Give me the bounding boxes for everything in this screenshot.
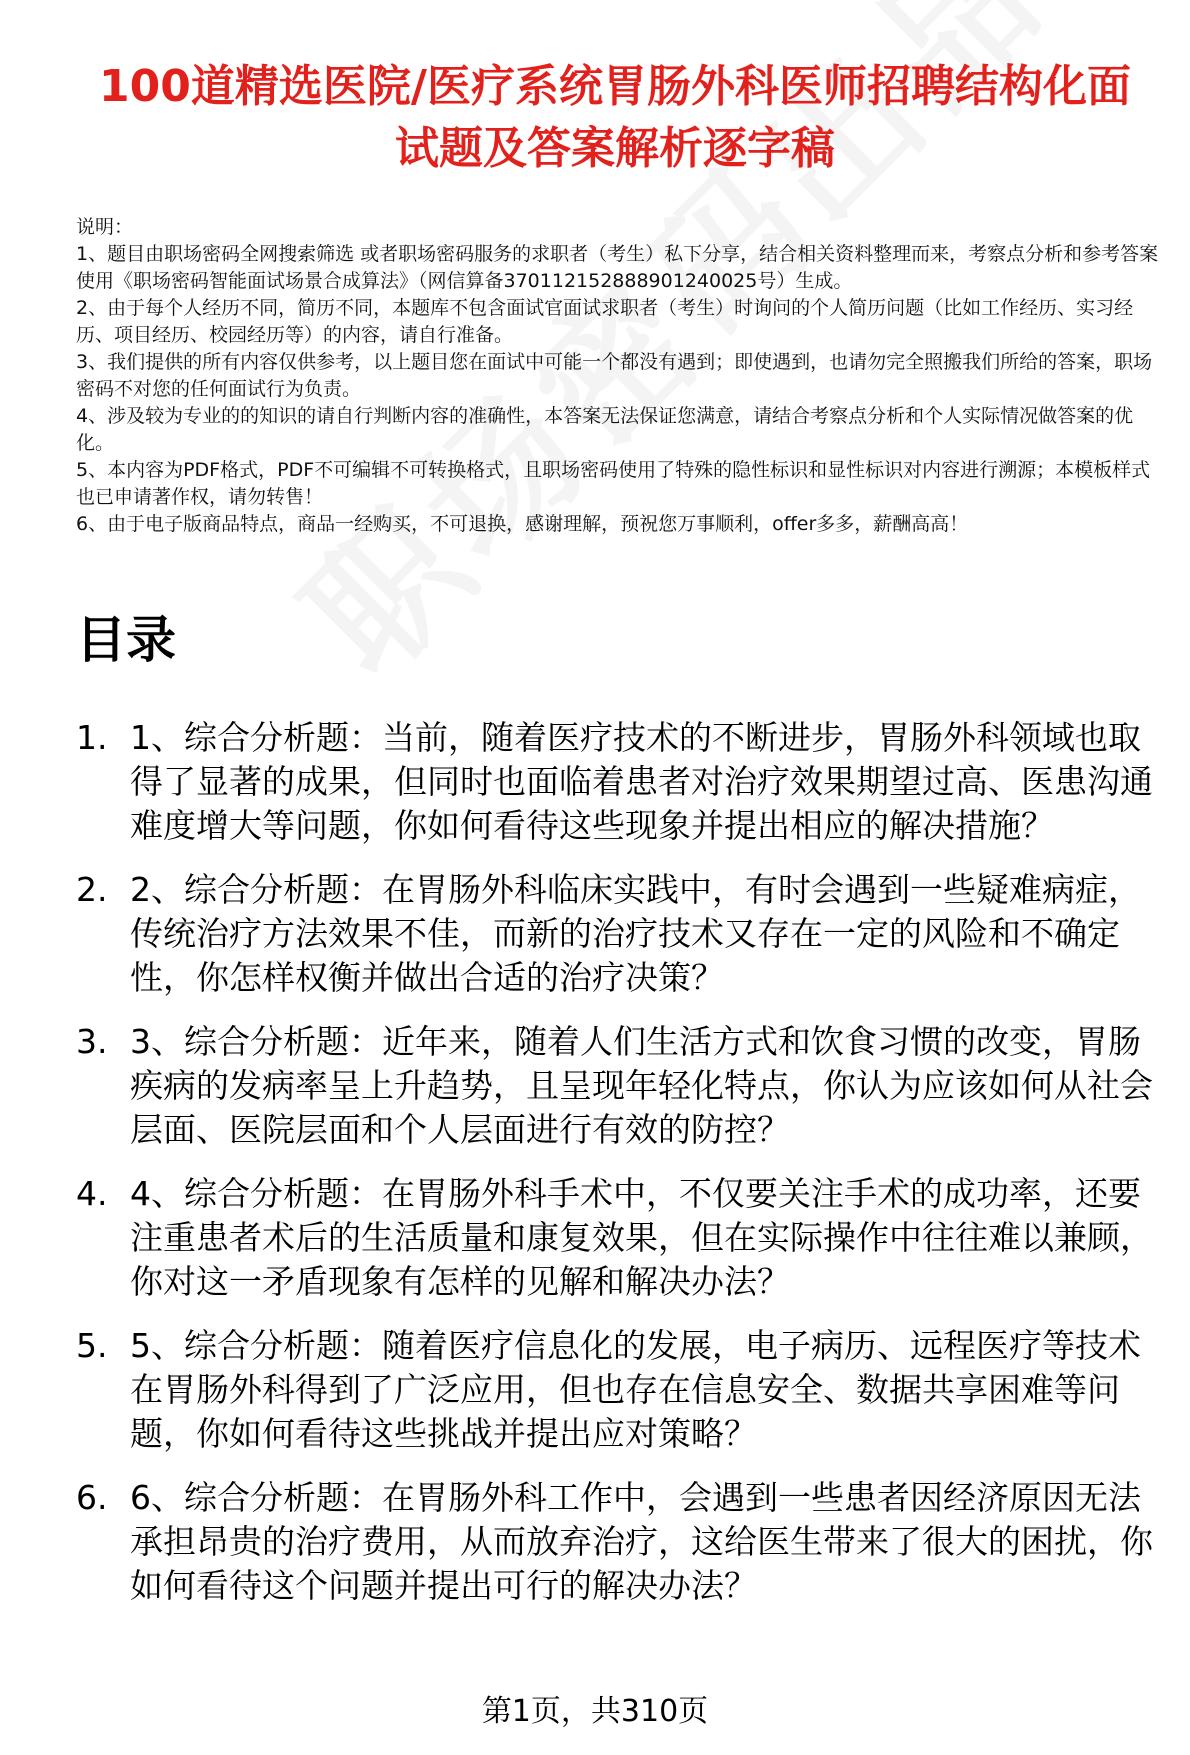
notes-item: 1、题目由职场密码全网搜索筛选 或者职场密码服务的求职者（考生）私下分享，结合相关资料整理而来，考察点分析和参考答案使用《职场密码智能面试场景合成算法》（网信算备370112152888901240025号）生成。 — [76, 243, 1159, 292]
notes-item: 4、涉及较为专业的的知识的请自行判断内容的准确性，本答案无法保证您满意，请结合考察点分析和个人实际情况做答案的优化。 — [76, 405, 1134, 454]
toc-item-number: 5. — [76, 1326, 108, 1365]
toc-item[interactable] — [76, 1172, 1166, 1304]
notes-heading: 说明： — [76, 216, 134, 238]
toc-item[interactable] — [76, 1324, 1166, 1456]
toc-item-text[interactable]: 3、综合分析题：近年来，随着人们生活方式和饮食习惯的改变，胃肠疾病的发病率呈上升趋势，且呈现年轻化特点，你认为应该如何从社会层面、医院层面和个人层面进行有效的防控？ — [130, 1022, 1153, 1149]
toc-item-text[interactable]: 2、综合分析题：在胃肠外科临床实践中，有时会遇到一些疑难病症，传统治疗方法效果不佳，而新的治疗技术又存在一定的风险和不确定性，你怎样权衡并做出合适的治疗决策？ — [130, 870, 1141, 997]
toc-heading: 目录 — [76, 611, 176, 669]
notes-item: 3、我们提供的所有内容仅供参考，以上题目您在面试中可能一个都没有遇到；即使遇到，也请勿完全照搬我们所给的答案，职场密码不对您的任何面试行为负责。 — [76, 351, 1153, 400]
toc-item-text[interactable]: 1、综合分析题：当前，随着医疗技术的不断进步，胃肠外科领域也取得了显著的成果，但同时也面临着患者对治疗效果期望过高、医患沟通难度增大等问题，你如何看待这些现象并提出相应的解决措施？ — [130, 718, 1153, 845]
toc-item[interactable] — [76, 716, 1166, 848]
notes-item: 2、由于每个人经历不同，简历不同，本题库不包含面试官面试求职者（考生）时询问的个人简历问题（比如工作经历、实习经历、项目经历、校园经历等）的内容，请自行准备。 — [76, 297, 1134, 346]
toc-item-number: 4. — [76, 1174, 108, 1213]
toc-item-text[interactable]: 4、综合分析题：在胃肠外科手术中，不仅要关注手术的成功率，还要注重患者术后的生活质量和康复效果，但在实际操作中往往难以兼顾，你对这一矛盾现象有怎样的见解和解决办法？ — [130, 1174, 1153, 1301]
notes-item: 5、本内容为PDF格式，PDF不可编辑不可转换格式，且职场密码使用了特殊的隐性标识和显性标识对内容进行溯源；本模板样式也已申请著作权，请勿转售！ — [76, 459, 1151, 508]
toc-item-text[interactable]: 6、综合分析题：在胃肠外科工作中，会遇到一些患者因经济原因无法承担昂贵的治疗费用，从而放弃治疗，这给医生带来了很大的困扰，你如何看待这个问题并提出可行的解决办法？ — [130, 1478, 1153, 1605]
notes-section — [76, 214, 1161, 538]
toc-item[interactable] — [76, 1020, 1166, 1152]
page-footer: 第1页，共310页 — [481, 1694, 709, 1729]
toc-item-number: 1. — [76, 718, 108, 757]
toc-item[interactable] — [76, 868, 1166, 1000]
document-title: 100道精选医院/医疗系统胃肠外科医师招聘结构化面试题及答案解析逐字稿 — [99, 61, 1131, 174]
toc-item-number: 6. — [76, 1478, 108, 1517]
toc-item-text[interactable]: 5、综合分析题：随着医疗信息化的发展，电子病历、远程医疗等技术在胃肠外科得到了广泛应用，但也存在信息安全、数据共享困难等问题，你如何看待这些挑战并提出应对策略？ — [130, 1326, 1141, 1453]
toc-list — [76, 716, 1166, 1628]
toc-item[interactable] — [76, 1476, 1166, 1608]
notes-item: 6、由于电子版商品特点，商品一经购买，不可退换，感谢理解，预祝您万事顺利，offer多多，薪酬高高！ — [76, 513, 969, 535]
toc-item-number: 3. — [76, 1022, 108, 1061]
toc-item-number: 2. — [76, 870, 108, 909]
